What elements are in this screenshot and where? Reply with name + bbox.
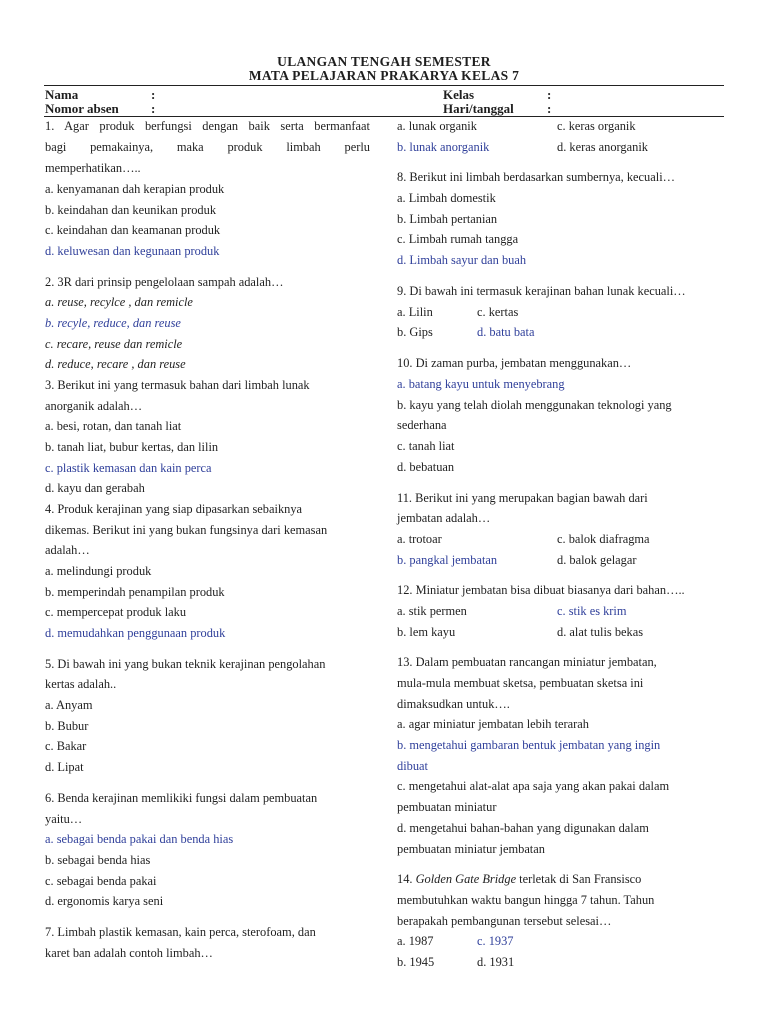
q10-option-b-line2: sederhana: [397, 418, 447, 432]
q7-stem-line2: karet ban adalah contoh limbah…: [45, 946, 213, 960]
q14-option-d: d. 1931: [477, 955, 515, 969]
q4-stem-line3: adalah…: [45, 543, 90, 557]
q1-stem-line2: bagi pemakainya, maka produk limbah perlu: [45, 140, 370, 154]
exam-subtitle: MATA PELAJARAN PRAKARYA KELAS 7: [248, 68, 520, 83]
kelas-colon: :: [547, 87, 552, 102]
q13-option-d-line2: pembuatan miniatur jembatan: [397, 842, 545, 856]
q10-option-c: c. tanah liat: [397, 439, 455, 453]
q14-number: 14.: [397, 872, 416, 886]
q11-option-d: d. balok gelagar: [557, 553, 637, 567]
q4-option-d-answer: d. memudahkan penggunaan produk: [45, 626, 226, 640]
q2-stem: 2. 3R dari prinsip pengelolaan sampah adalah…: [45, 275, 284, 289]
q7-stem-line1: 7. Limbah plastik kemasan, kain perca, sterofoam, dan: [45, 925, 316, 939]
q13-option-d-line1: d. mengetahui bahan-bahan yang digunakan dalam: [397, 821, 649, 835]
q7-option-c: c. keras organik: [557, 119, 636, 133]
hari-tanggal-colon: :: [547, 101, 552, 116]
q11-stem-line2: jembatan adalah…: [397, 511, 491, 525]
q11-stem-line1: 11. Berikut ini yang merupakan bagian bawah dari: [397, 491, 648, 505]
q2-option-a: a. reuse, recylce , dan remicle: [45, 295, 193, 309]
q14-option-b: b. 1945: [397, 955, 435, 969]
nama-colon: :: [151, 87, 156, 102]
q1-option-b: b. keindahan dan keunikan produk: [45, 203, 217, 217]
exam-title: ULANGAN TENGAH SEMESTER: [277, 54, 491, 69]
q11-option-a: a. trotoar: [397, 532, 442, 546]
q13-option-c-line2: pembuatan miniatur: [397, 800, 497, 814]
q3-stem-line2: anorganik adalah…: [45, 399, 143, 413]
q13-stem-line3: dimaksudkan untuk….: [397, 697, 510, 711]
q3-option-b: b. tanah liat, bubur kertas, dan lilin: [45, 440, 219, 454]
q10-stem: 10. Di zaman purba, jembatan menggunakan…: [397, 356, 632, 370]
q3-stem-line1: 3. Berikut ini yang termasuk bahan dari limbah lunak: [45, 378, 310, 392]
q1-stem-line1: 1. Agar produk berfungsi dengan baik serta bermanfaat: [45, 119, 370, 133]
q8-option-c: c. Limbah rumah tangga: [397, 232, 519, 246]
q7-option-d: d. keras anorganik: [557, 140, 648, 154]
q1-stem-line3: memperhatikan…..: [45, 161, 141, 175]
q8-option-d-answer: d. Limbah sayur dan buah: [397, 253, 527, 267]
q8-stem: 8. Berikut ini limbah berdasarkan sumbernya, kecuali…: [397, 170, 676, 184]
q6-option-a-answer: a. sebagai benda pakai dan benda hias: [45, 832, 234, 846]
q12-option-b: b. lem kayu: [397, 625, 456, 639]
q7-option-a: a. lunak organik: [397, 119, 477, 133]
nama-label: Nama: [45, 87, 79, 102]
q12-option-c-answer: c. stik es krim: [557, 604, 627, 618]
nomor-absen-label: Nomor absen: [45, 101, 119, 116]
q1-option-d-answer: d. keluwesan dan kegunaan produk: [45, 244, 220, 258]
q14-bridge-name: Golden Gate Bridge: [415, 872, 517, 886]
q14-option-a: a. 1987: [397, 934, 434, 948]
q10-option-a-answer: a. batang kayu untuk menyebrang: [397, 377, 565, 391]
q14-stem-line3: berapakah pembangunan tersebut selesai…: [397, 914, 612, 928]
q8-option-a: a. Limbah domestik: [397, 191, 496, 205]
q1-option-c: c. keindahan dan keamanan produk: [45, 223, 221, 237]
q2-option-b-answer: b. recyle, reduce, dan reuse: [45, 316, 181, 330]
q13-option-a: a. agar miniatur jembatan lebih terarah: [397, 717, 589, 731]
q9-option-c: c. kertas: [477, 305, 519, 319]
q13-option-c-line1: c. mengetahui alat-alat apa saja yang akan pakai dalam: [397, 779, 670, 793]
q5-stem-line2: kertas adalah..: [45, 677, 117, 691]
q4-stem-line2: dikemas. Berikut ini yang bukan fungsinya dari kemasan: [45, 523, 328, 537]
header-bottom-rule: [44, 116, 724, 117]
q10-option-b-line1: b. kayu yang telah diolah menggunakan teknologi yang: [397, 398, 672, 412]
q6-option-d: d. ergonomis karya seni: [45, 894, 164, 908]
nomor-absen-colon: :: [151, 101, 156, 116]
q13-stem-line2: mula-mula membuat sketsa, pembuatan sketsa ini: [397, 676, 644, 690]
q6-stem-line1: 6. Benda kerajinan memlikiki fungsi dalam pembuatan: [45, 791, 318, 805]
q4-option-a: a. melindungi produk: [45, 564, 152, 578]
q14-option-c-answer: c. 1937: [477, 934, 514, 948]
q12-option-a: a. stik permen: [397, 604, 467, 618]
q12-option-d: d. alat tulis bekas: [557, 625, 644, 639]
q13-option-b-answer-line2: dibuat: [397, 759, 428, 773]
q2-option-c: c. recare, reuse dan remicle: [45, 337, 183, 351]
q5-stem-line1: 5. Di bawah ini yang bukan teknik kerajinan pengolahan: [45, 657, 326, 671]
q14-stem-line1: [397, 872, 641, 887]
q4-option-b: b. memperindah penampilan produk: [45, 585, 225, 599]
q9-option-d-answer: d. batu bata: [477, 325, 535, 339]
q4-stem-line1: 4. Produk kerajinan yang siap dipasarkan sebaiknya: [45, 502, 303, 516]
q5-option-b: b. Bubur: [45, 719, 89, 733]
q11-option-c: c. balok diafragma: [557, 532, 650, 546]
q9-option-a: a. Lilin: [397, 305, 433, 319]
q6-option-c: c. sebagai benda pakai: [45, 874, 157, 888]
q13-option-b-answer-line1: b. mengetahui gambaran bentuk jembatan yang ingin: [397, 738, 661, 752]
q14-stem-line2: membutuhkan waktu bangun hingga 7 tahun. Tahun: [397, 893, 655, 907]
q12-stem: 12. Miniatur jembatan bisa dibuat biasanya dari bahan…..: [397, 583, 685, 597]
q4-option-c: c. mempercepat produk laku: [45, 605, 187, 619]
q1-option-a: a. kenyamanan dah kerapian produk: [45, 182, 225, 196]
q13-stem-line1: 13. Dalam pembuatan rancangan miniatur jembatan,: [397, 655, 657, 669]
q3-option-a: a. besi, rotan, dan tanah liat: [45, 419, 182, 433]
q3-option-d: d. kayu dan gerabah: [45, 481, 145, 495]
q11-option-b-answer: b. pangkal jembatan: [397, 553, 498, 567]
q6-stem-line2: yaitu…: [45, 812, 83, 826]
q7-option-b-answer: b. lunak anorganik: [397, 140, 490, 154]
header-top-rule: [44, 85, 724, 86]
q5-option-c: c. Bakar: [45, 739, 87, 753]
q8-option-b: b. Limbah pertanian: [397, 212, 498, 226]
q10-option-d: d. bebatuan: [397, 460, 455, 474]
q14-stem-rest: terletak di San Fransisco: [516, 872, 642, 886]
q2-option-d: d. reduce, recare , dan reuse: [45, 357, 186, 371]
q6-option-b: b. sebagai benda hias: [45, 853, 151, 867]
hari-tanggal-label: Hari/tanggal: [443, 101, 514, 116]
q5-option-d: d. Lipat: [45, 760, 84, 774]
kelas-label: Kelas: [443, 87, 475, 102]
q9-stem: 9. Di bawah ini termasuk kerajinan bahan lunak kecuali…: [397, 284, 686, 298]
q9-option-b: b. Gips: [397, 325, 433, 339]
q5-option-a: a. Anyam: [45, 698, 93, 712]
q3-option-c-answer: c. plastik kemasan dan kain perca: [45, 461, 212, 475]
